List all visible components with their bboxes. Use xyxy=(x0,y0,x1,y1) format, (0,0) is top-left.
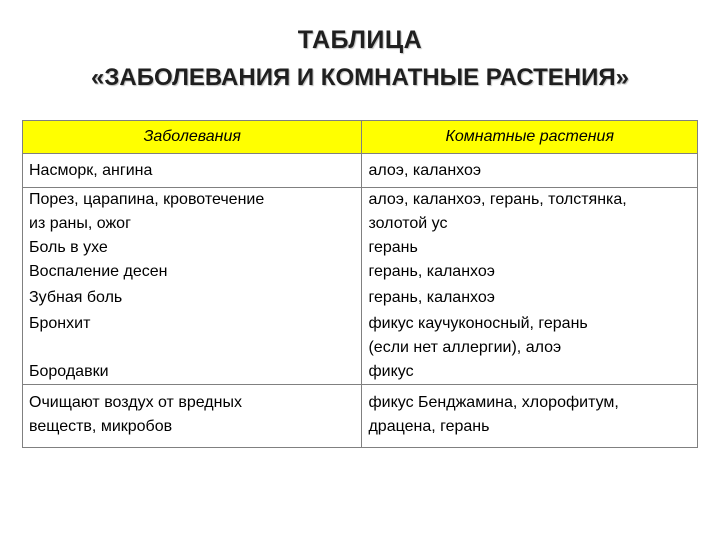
disease-text: Насморк, ангина xyxy=(29,162,153,179)
disease-text: Очищают воздух от вредных xyxy=(29,394,242,411)
plants-text: золотой ус xyxy=(368,215,448,232)
disease-text: Зубная боль xyxy=(29,289,123,306)
plants-cell xyxy=(362,154,698,188)
disease-text: Боль в ухе xyxy=(29,239,108,256)
table-row xyxy=(23,385,698,448)
disease-cell xyxy=(23,188,362,385)
title-line-2: «ЗАБОЛЕВАНИЯ И КОМНАТНЫЕ РАСТЕНИЯ» xyxy=(91,64,629,91)
disease-text: Бородавки xyxy=(29,363,109,380)
plants-text: (если нет аллергии), алоэ xyxy=(368,339,562,356)
disease-cell xyxy=(23,154,362,188)
header-diseases: Заболевания xyxy=(23,121,362,154)
table-row xyxy=(23,188,698,385)
plants-text: фикус Бенджамина, хлорофитум, xyxy=(368,394,619,411)
disease-text: Бронхит xyxy=(29,315,91,332)
table-row xyxy=(23,154,698,188)
plants-text: герань, каланхоэ xyxy=(368,289,495,306)
plants-text: алоэ, каланхоэ xyxy=(368,162,482,179)
plants-cell xyxy=(362,188,698,385)
title-line-1: ТАБЛИЦА xyxy=(297,26,423,54)
disease-text: веществ, микробов xyxy=(29,418,173,435)
header-plants: Комнатные растения xyxy=(362,121,698,154)
plants-text: фикус каучуконосный, герань xyxy=(368,315,588,332)
plants-text: алоэ, каланхоэ, герань, толстянка, xyxy=(368,191,627,208)
disease-text: Воспаление десен xyxy=(29,263,168,280)
plants-text: драцена, герань xyxy=(368,418,490,435)
plants-cell xyxy=(362,385,698,448)
diseases-plants-table xyxy=(22,120,698,448)
plants-text: герань, каланхоэ xyxy=(368,263,495,280)
table-header-row xyxy=(23,121,698,154)
disease-text: Порез, царапина, кровотечение xyxy=(29,191,265,208)
disease-text: из раны, ожог xyxy=(29,215,131,232)
blank-line xyxy=(29,336,355,360)
plants-text: фикус xyxy=(368,363,414,380)
plants-text: герань xyxy=(368,239,418,256)
disease-cell xyxy=(23,385,362,448)
